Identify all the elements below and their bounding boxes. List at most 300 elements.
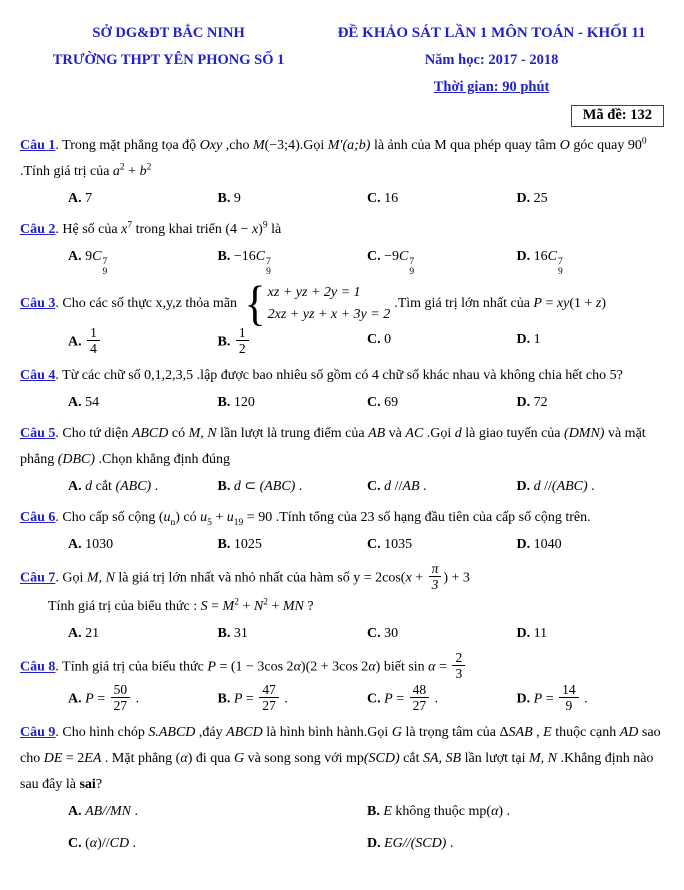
option-label: C.: [367, 626, 385, 641]
text-run: +: [211, 510, 227, 525]
option-label: B.: [217, 334, 234, 350]
option-A: [68, 799, 367, 825]
math-run: α: [491, 804, 499, 819]
option-label: C.: [367, 537, 385, 552]
combination-symbol: [255, 249, 271, 277]
text-run: 0: [384, 332, 392, 347]
math-run: α: [368, 659, 376, 675]
text-run: 7: [85, 191, 93, 206]
question-7: [20, 563, 666, 647]
school-year: Năm học: 2017 - 2018: [424, 52, 559, 68]
math-run: x: [121, 222, 128, 237]
question-label: Câu 6: [20, 510, 56, 525]
text-run: .Khẳng định nào sau đây là: [20, 751, 654, 792]
text-run: . Cho tứ diện: [55, 426, 132, 441]
text-run: .Tính giá trị của: [20, 164, 113, 179]
fraction-numerator: 2: [452, 650, 465, 666]
options-row: [20, 186, 666, 212]
question-label: Câu 4: [20, 368, 56, 383]
text-run: +: [267, 599, 283, 614]
math-run: G: [233, 751, 245, 766]
text-run: .Chọn khẳng định đúng: [95, 452, 230, 467]
fraction-numerator: 50: [111, 682, 131, 698]
option-label: B.: [217, 626, 234, 641]
option-label: A.: [68, 191, 86, 206]
math-run: M, N: [86, 570, 115, 586]
option-label: B.: [217, 191, 234, 206]
text-run: −9: [384, 249, 400, 264]
math-run: (DBC): [57, 452, 96, 467]
text-run: .: [295, 479, 303, 494]
question-body-continued: [20, 594, 666, 620]
text-run: 1040: [533, 537, 562, 552]
option-C: [367, 186, 517, 212]
fraction: [111, 682, 131, 713]
text-run: 31: [233, 626, 248, 641]
text-run: +: [124, 164, 140, 179]
math-run: CD: [109, 836, 130, 851]
fraction-denominator: 27: [262, 698, 276, 713]
question-label: Câu 5: [20, 426, 56, 441]
text-run: 72: [533, 395, 548, 410]
math-run: E: [543, 725, 552, 740]
math-run: O: [559, 138, 570, 153]
option-B: [367, 799, 666, 825]
math-run: P: [207, 659, 216, 675]
option-label: C.: [367, 691, 385, 707]
text-run: 69: [384, 395, 399, 410]
option-C: [367, 532, 517, 558]
text-run: không thuộc mp(: [391, 804, 492, 819]
text-run: là giao tuyến của: [461, 426, 565, 441]
math-run: α: [428, 659, 436, 675]
math-run: α: [180, 751, 188, 766]
fraction: [259, 682, 279, 713]
math-run: (ABC): [115, 479, 152, 494]
stack-base: C: [547, 249, 557, 264]
option-label: D.: [516, 332, 534, 347]
math-run: ABCD: [131, 426, 169, 441]
text-run: .: [151, 479, 159, 494]
math-run: M, N: [188, 426, 217, 441]
option-A: [68, 684, 218, 715]
option-label: B.: [367, 804, 384, 819]
text-run: . Từ các chữ số 0,1,2,3,5 .lập được bao nhiêu số gồm có 4 chữ số khác nhau và không chia hết cho 5?: [55, 368, 623, 383]
fraction-denominator: 27: [113, 698, 128, 713]
text-run: +: [238, 599, 254, 614]
option-label: A.: [68, 479, 86, 494]
math-run: MN: [282, 599, 304, 614]
text-run: ) biết sin: [375, 659, 429, 675]
question-3: [20, 276, 666, 358]
text-run: là giá trị lớn nhất và nhỏ nhất của hàm số y = 2cos(: [114, 570, 406, 586]
options-row: [20, 327, 666, 358]
option-label: A.: [68, 691, 86, 707]
combination-symbol: [547, 249, 563, 277]
text-run: . Cho các số thực x,y,z thỏa mãn: [55, 296, 241, 312]
question-body: [20, 720, 666, 798]
math-run: α: [89, 836, 98, 851]
text-run: là hình bình hành.Gọi: [262, 725, 392, 740]
text-run: =: [435, 659, 451, 675]
math-run: M, N: [528, 751, 557, 766]
question-6: [20, 505, 666, 558]
math-run: AB: [368, 426, 386, 441]
text-run: và: [385, 426, 406, 441]
fraction-denominator: 2: [238, 341, 246, 356]
text-run: //: [391, 479, 403, 494]
math-run: (SCD): [363, 751, 400, 766]
subscript: n: [170, 517, 176, 528]
question-label: Câu 1: [20, 138, 56, 153]
option-label: A.: [68, 804, 86, 819]
stack-base: C: [255, 249, 266, 264]
option-D: [517, 327, 667, 358]
question-body: [20, 276, 666, 331]
math-run: P: [384, 691, 393, 707]
option-A: [68, 244, 218, 277]
text-run: 30: [384, 626, 399, 641]
option-label: D.: [516, 479, 534, 494]
question-label: Câu 7: [20, 570, 56, 586]
math-run: E: [383, 804, 392, 819]
text-run: cắt: [92, 479, 116, 494]
math-run: SAB: [508, 725, 533, 740]
text-run: .: [587, 479, 595, 494]
fraction-denominator: 3: [431, 577, 439, 592]
option-label: D.: [516, 537, 534, 552]
text-run: .: [280, 691, 288, 707]
option-label: B.: [217, 479, 234, 494]
exam-code-box: Mã đề: 132: [571, 105, 664, 127]
combination-symbol: [92, 249, 108, 277]
text-run: =: [93, 691, 109, 707]
option-label: C.: [367, 249, 385, 264]
text-run: =: [541, 296, 557, 312]
text-run: . Trong mặt phẳng tọa độ: [55, 138, 200, 153]
stack-sup: 7: [102, 257, 108, 267]
option-label: A.: [68, 249, 86, 264]
stack-sup: 7: [266, 257, 271, 267]
option-D: [517, 532, 667, 558]
superscript: 2: [263, 597, 268, 608]
math-run: AB//MN: [85, 804, 132, 819]
text-run: cắt: [399, 751, 423, 766]
text-run: 9: [233, 191, 241, 206]
system-lines: [268, 282, 391, 326]
options-row: [20, 621, 666, 647]
stack-sub: 9: [557, 267, 563, 277]
text-run: .: [446, 836, 454, 851]
option-label: C.: [367, 332, 385, 347]
stack-sup: 7: [409, 257, 415, 267]
math-run: M: [252, 138, 265, 153]
text-run: là trọng tâm của Δ: [401, 725, 509, 740]
questions-list: [20, 133, 666, 857]
option-D: [517, 621, 667, 647]
fraction-numerator: 1: [236, 325, 249, 341]
text-run: 1030: [85, 537, 114, 552]
text-run: và mặt phẳng: [20, 426, 646, 467]
option-C: [367, 390, 517, 416]
text-run: =: [207, 599, 223, 614]
math-run: z: [595, 296, 602, 312]
text-run: .: [419, 479, 427, 494]
exam-header: [20, 20, 666, 101]
question-label: Câu 9: [20, 725, 56, 740]
fraction: [236, 325, 249, 356]
option-C: [68, 831, 367, 857]
option-C: [367, 474, 517, 500]
text-run: 1035: [384, 537, 413, 552]
math-run: P: [233, 691, 243, 707]
option-label: B.: [217, 537, 234, 552]
question-body: [20, 363, 666, 389]
bold-run: sai: [79, 777, 96, 792]
options-row: [20, 532, 666, 558]
math-run: d: [533, 479, 541, 494]
text-run: . Cho hình chóp: [55, 725, 149, 740]
stack-sup: 7: [557, 257, 563, 267]
math-run: AD: [619, 725, 639, 740]
text-run: ⊂: [240, 479, 260, 494]
text-run: . Hệ số của: [55, 222, 122, 237]
text-run: .: [132, 691, 140, 707]
text-run: 16: [384, 191, 399, 206]
question-label: Câu 2: [20, 222, 56, 237]
system-line: 2xz + yz + x + 3y = 2: [267, 307, 391, 322]
option-B: [218, 186, 368, 212]
math-run: (DMN): [564, 426, 605, 441]
text-run: ) có: [175, 510, 201, 525]
fraction: [559, 682, 579, 713]
text-run: là ảnh của M qua phép quay tâm: [370, 138, 560, 153]
text-run: ): [601, 296, 607, 312]
stack-scripts: [102, 257, 107, 277]
superscript: 9: [262, 220, 268, 231]
text-run: )//: [97, 836, 110, 851]
exam-code-row: [20, 105, 664, 127]
question-1: [20, 133, 666, 212]
text-run: . Gọi: [55, 570, 87, 586]
math-run: EG//(SCD): [384, 836, 447, 851]
math-run: AB: [402, 479, 420, 494]
text-run: ) .: [498, 804, 511, 819]
text-run: lần lượt là trung điểm của: [216, 426, 369, 441]
math-run: Oxy: [199, 138, 223, 153]
question-4: [20, 363, 666, 416]
fraction-numerator: 47: [259, 682, 279, 698]
option-D: [517, 390, 667, 416]
option-label: A.: [68, 626, 86, 641]
math-run: u: [200, 510, 208, 525]
text-run: .: [129, 836, 137, 851]
option-C: [367, 621, 517, 647]
fraction-numerator: π: [429, 561, 442, 577]
stack-base: C: [92, 249, 102, 264]
options-row: [20, 390, 666, 416]
subscript: 19: [233, 517, 244, 528]
text-run: ,đáy: [195, 725, 227, 740]
text-run: .Tìm giá trị lớn nhất của: [394, 296, 534, 312]
option-label: C.: [367, 395, 385, 410]
text-run: . Mặt phẳng (: [101, 751, 181, 766]
text-run: góc quay 90: [569, 138, 642, 153]
text-run: −16: [233, 249, 256, 264]
superscript: 7: [127, 220, 133, 231]
math-run: α: [293, 659, 301, 675]
option-label: D.: [516, 249, 534, 264]
text-run: =: [392, 691, 408, 707]
option-C: [367, 244, 517, 277]
text-run: (1 +: [569, 296, 596, 312]
math-run: S.ABCD: [148, 725, 196, 740]
stack-sub: 9: [102, 267, 108, 277]
text-run: . Tính giá trị của biểu thức: [55, 659, 208, 675]
superscript: 2: [234, 597, 239, 608]
school-name: TRƯỜNG THPT YÊN PHONG SỐ 1: [52, 52, 285, 68]
text-run: 1025: [233, 537, 262, 552]
option-D: [517, 684, 667, 715]
math-run: AC: [405, 426, 424, 441]
options-row: [20, 799, 666, 857]
math-run: P: [533, 691, 543, 707]
superscript: 2: [119, 162, 125, 173]
math-run: d: [85, 479, 93, 494]
fraction-denominator: 9: [565, 698, 573, 713]
question-5: [20, 421, 666, 500]
combination-symbol: [399, 249, 415, 277]
math-run: d: [384, 479, 392, 494]
text-run: 11: [533, 626, 548, 641]
text-run: . Cho cấp số cộng (: [55, 510, 164, 525]
text-run: 54: [85, 395, 100, 410]
option-B: [218, 327, 368, 358]
text-run: Tính giá trị của biểu thức :: [48, 599, 201, 614]
question-9: [20, 720, 666, 857]
math-run: N: [253, 599, 264, 614]
math-run: M′(a;b): [327, 138, 371, 153]
math-run: P: [533, 296, 542, 312]
question-body: [20, 133, 666, 185]
text-run: 1: [533, 332, 541, 347]
header-right-block: [317, 20, 666, 101]
math-run: (ABC): [259, 479, 296, 494]
text-run: có: [168, 426, 189, 441]
system-line: xz + yz + 2y = 1: [267, 285, 361, 300]
question-body: [20, 563, 666, 594]
text-run: 9: [85, 249, 93, 264]
option-C: [367, 684, 517, 715]
question-body: [20, 217, 666, 243]
text-run: 16: [533, 249, 548, 264]
text-run: 120: [233, 395, 255, 410]
question-8: [20, 652, 666, 715]
text-run: +: [411, 570, 427, 586]
text-run: ,cho: [222, 138, 253, 153]
option-label: D.: [516, 191, 534, 206]
superscript: 2: [146, 162, 152, 173]
math-run: DE: [43, 751, 63, 766]
text-run: .: [431, 691, 439, 707]
text-run: lần lượt tại: [461, 751, 529, 766]
stack-scripts: [558, 257, 563, 277]
text-run: 21: [85, 626, 100, 641]
option-A: [68, 327, 218, 358]
math-run: EA: [84, 751, 102, 766]
exam-duration: Thời gian: 90 phút: [433, 79, 550, 95]
header-left-block: [20, 20, 317, 101]
option-label: A.: [68, 395, 86, 410]
text-run: thuộc cạnh: [551, 725, 620, 740]
options-row: [20, 474, 666, 500]
fraction-denominator: 4: [90, 341, 97, 356]
question-label: Câu 3: [20, 296, 56, 312]
math-run: ABCD: [226, 725, 263, 740]
option-label: A.: [68, 334, 86, 350]
option-B: [218, 244, 368, 277]
option-label: C.: [68, 836, 86, 851]
option-D: [517, 186, 667, 212]
math-run: a: [112, 164, 120, 179]
option-D: [367, 831, 666, 857]
text-run: ): [258, 222, 263, 237]
option-A: [68, 390, 218, 416]
question-2: [20, 217, 666, 277]
text-run: ) + 3: [443, 570, 470, 586]
math-run: (ABC): [551, 479, 588, 494]
option-A: [68, 532, 218, 558]
left-brace: {: [244, 276, 266, 331]
stack-sub: 9: [266, 267, 271, 277]
math-run: x: [405, 570, 412, 586]
fraction-numerator: 14: [559, 682, 579, 698]
math-run: d: [233, 479, 241, 494]
text-run: là: [267, 222, 282, 237]
option-B: [218, 532, 368, 558]
math-run: b: [139, 164, 147, 179]
text-run: )(2 + 3cos 2: [300, 659, 369, 675]
option-label: B.: [217, 249, 234, 264]
question-label: Câu 8: [20, 659, 56, 675]
fraction: [429, 561, 442, 592]
text-run: .Gọi: [423, 426, 455, 441]
option-label: A.: [68, 537, 86, 552]
option-D: [517, 474, 667, 500]
text-run: sao cho: [20, 725, 661, 766]
options-row: [20, 244, 666, 277]
text-run: = 2: [62, 751, 85, 766]
text-run: =: [542, 691, 558, 707]
math-run: d: [454, 426, 462, 441]
text-run: ?: [95, 777, 103, 792]
option-A: [68, 621, 218, 647]
option-label: D.: [516, 626, 534, 641]
option-A: [68, 186, 218, 212]
fraction-denominator: 3: [455, 666, 463, 681]
option-B: [218, 621, 368, 647]
text-run: .: [580, 691, 588, 707]
fraction-numerator: 1: [87, 325, 100, 341]
text-run: ,: [532, 725, 544, 740]
text-run: .: [131, 804, 139, 819]
math-run: u: [163, 510, 171, 525]
question-body: [20, 652, 666, 683]
fraction: [452, 650, 465, 681]
option-A: [68, 474, 218, 500]
stack-scripts: [409, 257, 414, 277]
stack-sub: 9: [409, 267, 415, 277]
